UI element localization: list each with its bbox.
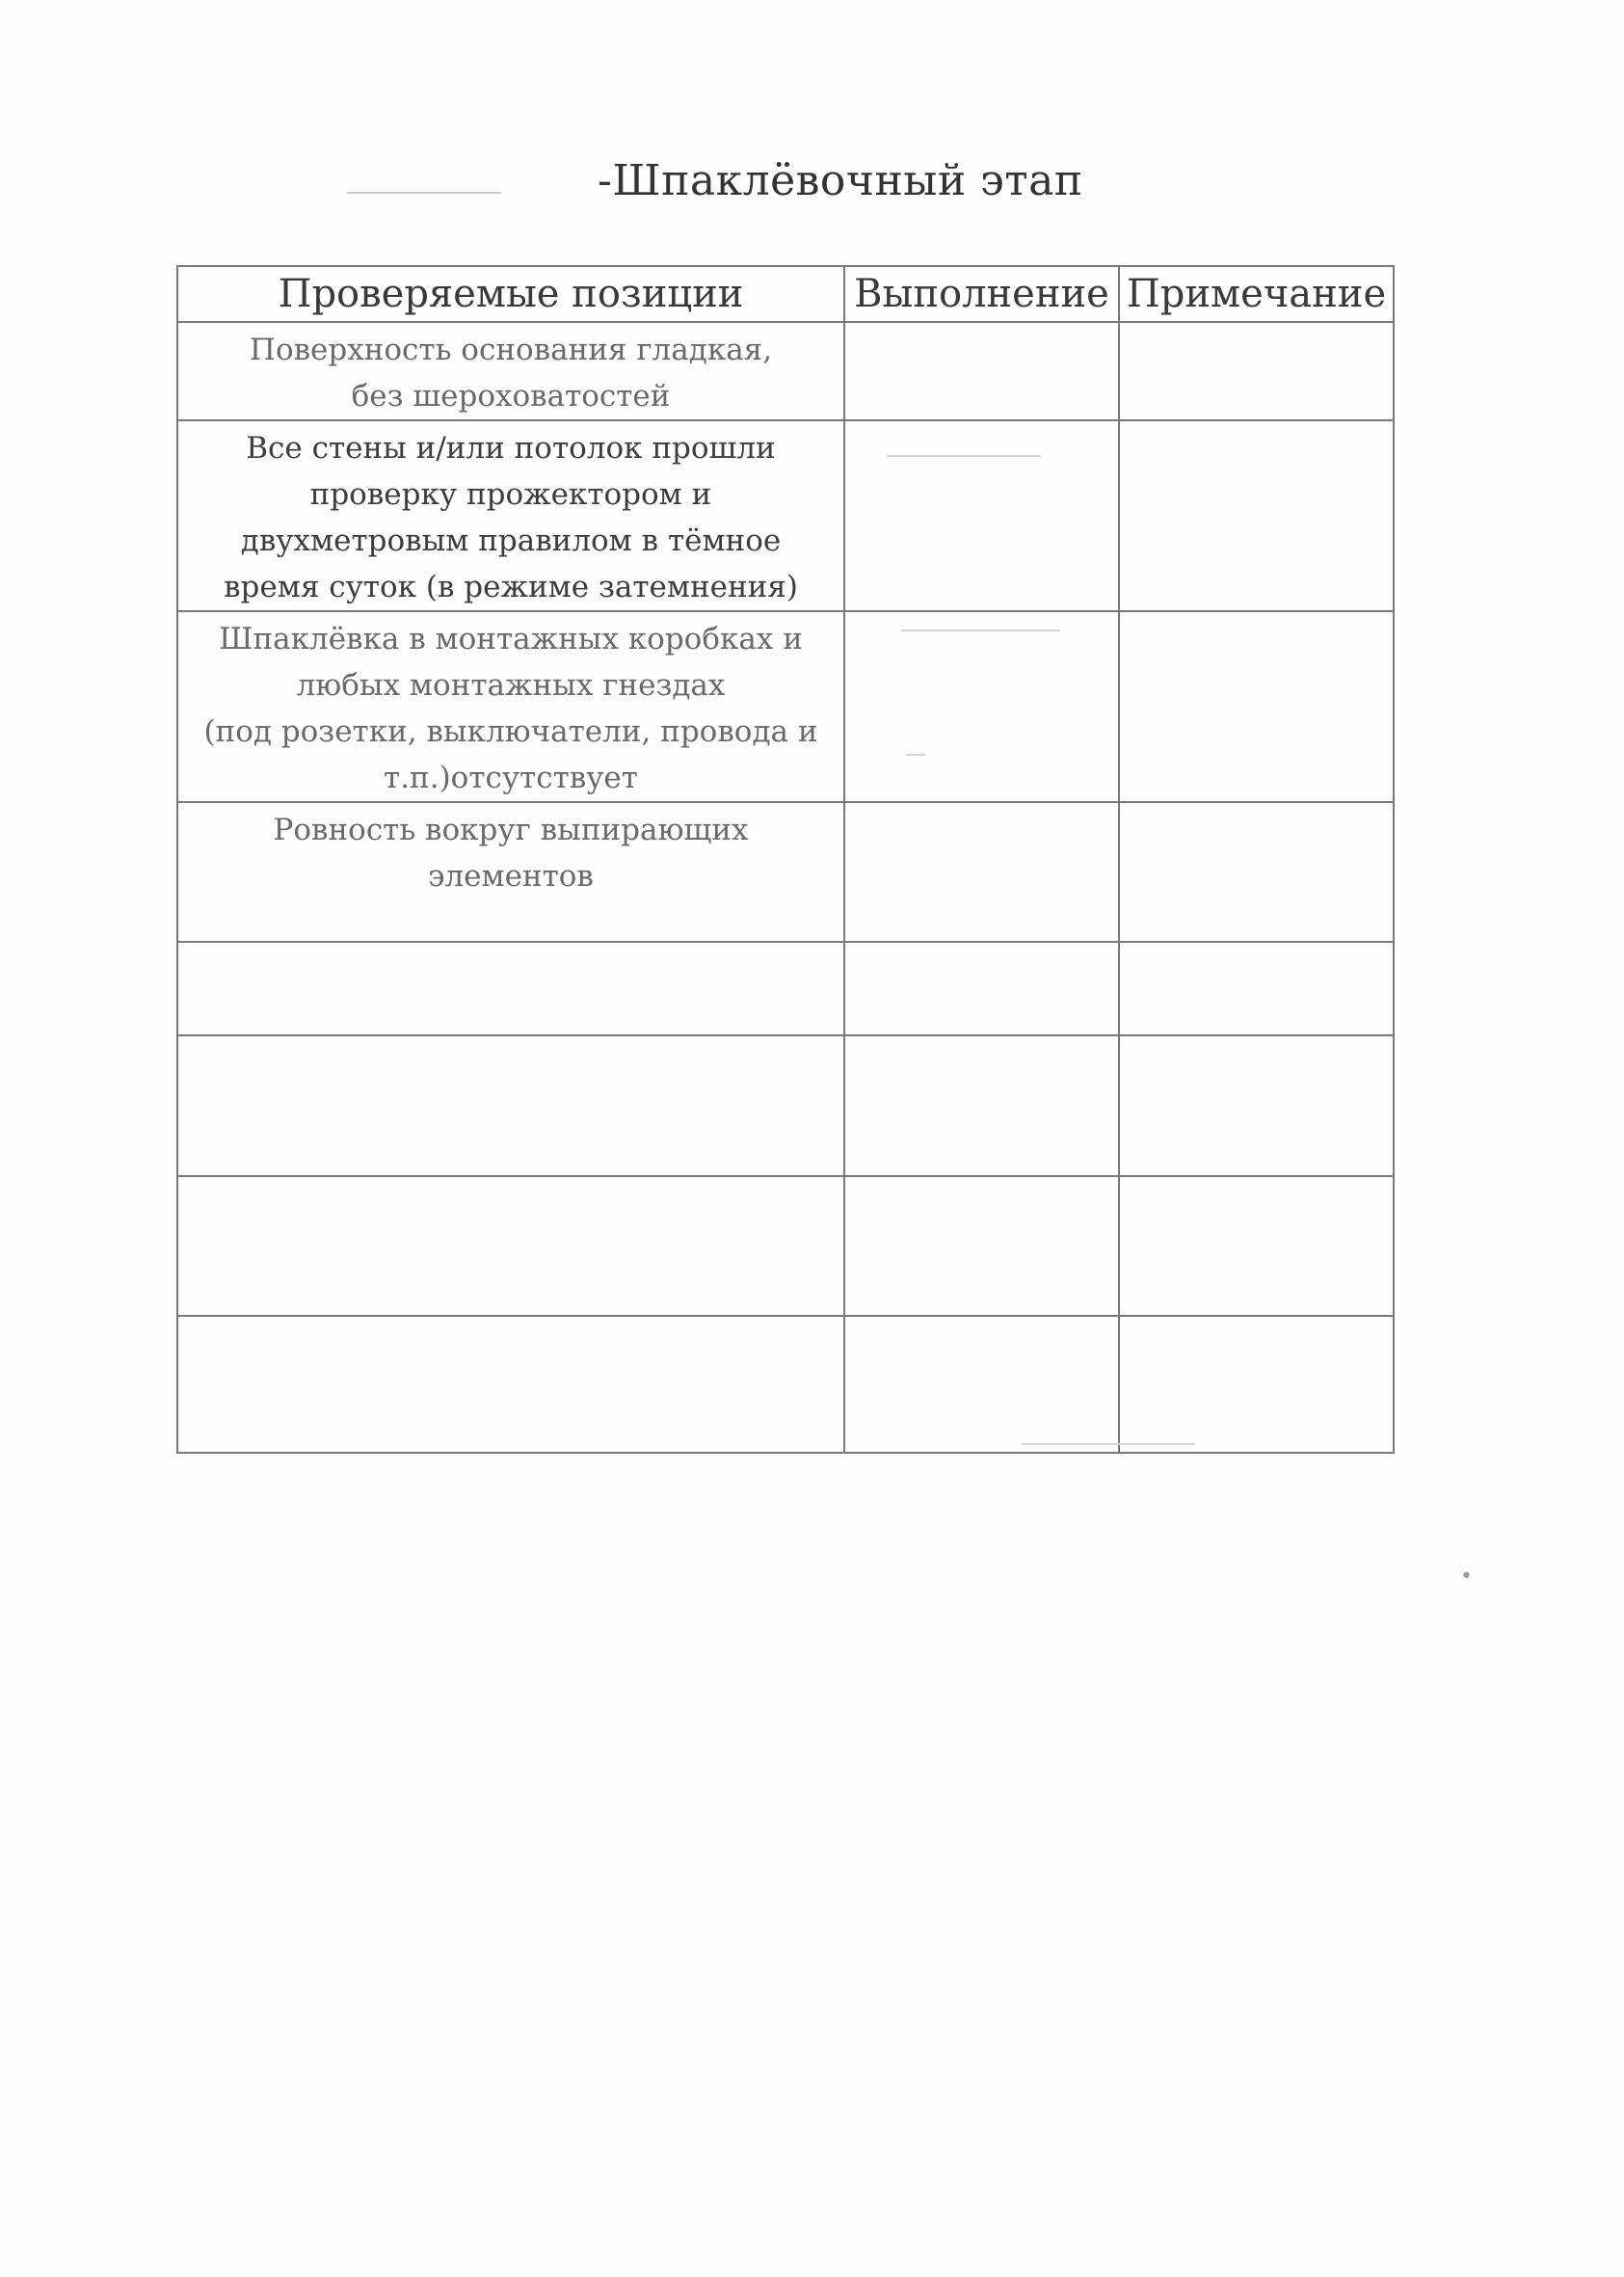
scan-artifact-line <box>1022 1443 1195 1445</box>
execution-cell[interactable] <box>844 1176 1119 1316</box>
position-line: Шпаклёвка в монтажных коробках и <box>219 622 803 656</box>
execution-cell[interactable] <box>844 322 1119 420</box>
table-row <box>177 802 1394 942</box>
position-line: любых монтажных гнездах <box>296 668 726 703</box>
scan-artifact-line <box>887 455 1041 457</box>
table-row <box>177 611 1394 802</box>
position-line: Все стены и/или потолок прошли <box>246 431 776 466</box>
note-cell[interactable] <box>1119 611 1394 802</box>
scan-speck: • <box>1460 1565 1473 1589</box>
table-row <box>177 1176 1394 1316</box>
execution-cell[interactable] <box>844 420 1119 611</box>
execution-cell[interactable] <box>844 1316 1119 1453</box>
note-cell[interactable] <box>1119 802 1394 942</box>
header-execution: Выполнение <box>844 266 1119 322</box>
position-cell <box>177 611 844 802</box>
note-cell[interactable] <box>1119 942 1394 1035</box>
note-cell[interactable] <box>1119 420 1394 611</box>
execution-cell[interactable] <box>844 802 1119 942</box>
position-cell <box>177 942 844 1035</box>
note-cell[interactable] <box>1119 1176 1394 1316</box>
table-row <box>177 420 1394 611</box>
execution-cell[interactable] <box>844 1035 1119 1176</box>
title-dash <box>347 192 501 194</box>
execution-cell[interactable] <box>844 611 1119 802</box>
table-row <box>177 942 1394 1035</box>
position-line: т.п.)отсутствует <box>384 761 638 795</box>
position-line: Ровность вокруг выпирающих <box>273 813 749 847</box>
position-line: двухметровым правилом в тёмное <box>240 523 782 558</box>
table-row <box>177 1316 1394 1453</box>
position-cell <box>177 1176 844 1316</box>
position-cell <box>177 322 844 420</box>
position-line: время суток (в режиме затемнения) <box>224 570 798 604</box>
position-line: (под розетки, выключатели, провода и <box>203 714 818 749</box>
table-row <box>177 322 1394 420</box>
position-cell <box>177 1316 844 1453</box>
scan-artifact-line <box>906 754 925 756</box>
scan-artifact-line <box>901 630 1060 631</box>
header-positions: Проверяемые позиции <box>177 266 844 322</box>
position-line: проверку прожектором и <box>309 477 712 512</box>
position-cell <box>177 420 844 611</box>
table-header-row <box>177 266 1394 322</box>
position-line: Поверхность основания гладкая, <box>249 333 773 367</box>
note-cell[interactable] <box>1119 322 1394 420</box>
position-line: элементов <box>428 859 594 894</box>
execution-cell[interactable] <box>844 942 1119 1035</box>
checklist-table <box>176 265 1395 1454</box>
header-note: Примечание <box>1119 266 1394 322</box>
page-title: -Шпаклёвочный этап <box>598 156 1083 205</box>
table-row <box>177 1035 1394 1176</box>
note-cell[interactable] <box>1119 1035 1394 1176</box>
note-cell[interactable] <box>1119 1316 1394 1453</box>
position-cell <box>177 1035 844 1176</box>
position-line: без шероховатостей <box>351 379 671 414</box>
position-cell <box>177 802 844 942</box>
